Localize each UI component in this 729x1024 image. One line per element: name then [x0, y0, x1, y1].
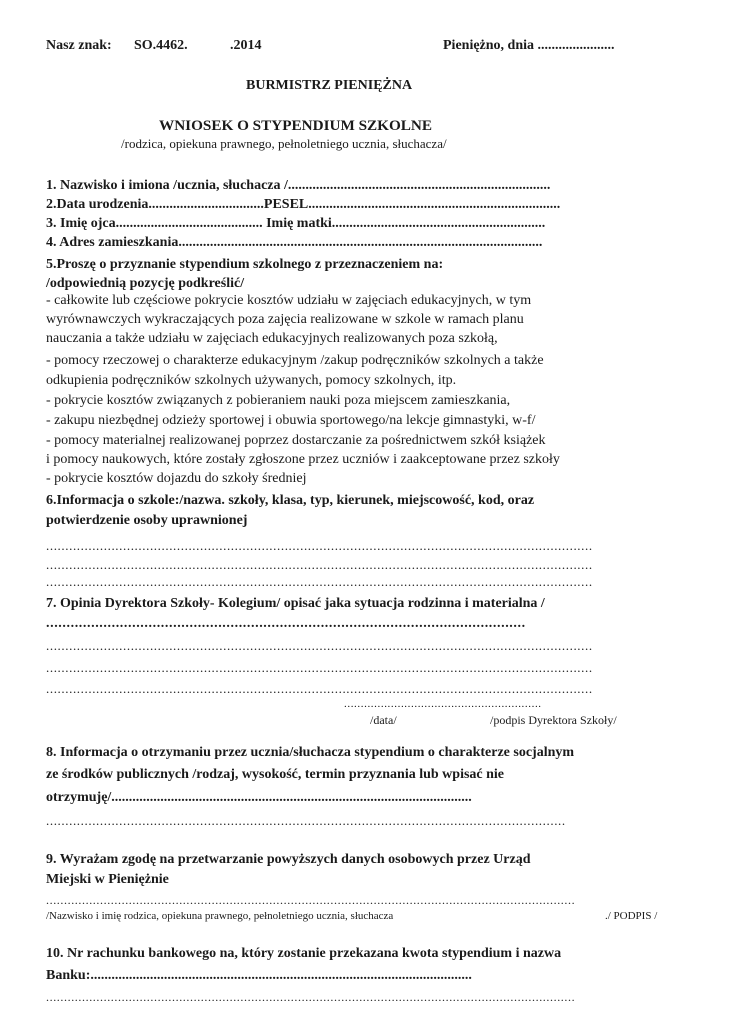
section6-heading-cont: potwierdzenie osoby uprawnionej [46, 513, 248, 528]
section8-dotted-line: ....................................................................................................................................... [46, 813, 566, 828]
reference-label: Nasz znak: [46, 38, 112, 53]
section5-line: - pomocy materialnej realizowanej poprzez dostarczanie za pośrednictwem szkół książek [46, 433, 546, 448]
addressee: BURMISTRZ PIENIĘŻNA [246, 78, 413, 93]
field-parents: 3. Imię ojca.......................................... Imię matki............................................................. [46, 216, 546, 231]
section7-date-label: /data/ [370, 713, 397, 727]
section6-dotted-line: .............................................................................................................................................. [46, 557, 593, 572]
field-name: 1. Nazwisko i imiona /ucznia, słuchacza /........................................................................... [46, 178, 551, 193]
field-birth-pesel: 2.Data urodzenia.................................PESEL........................................................................ [46, 197, 561, 212]
section7-heading: 7. Opinia Dyrektora Szkoły- Kolegium/ opisać jaka sytuacja rodzinna i materialna / [46, 596, 545, 611]
section10-dotted-line: ................................................................................................................................................... [46, 990, 576, 1004]
section7-dotted-line: .............................................................................................................................................. [46, 638, 593, 653]
section5-line: - pokrycie kosztów związanych z pobieraniem nauki poza miejscem zamieszkania, [46, 393, 511, 408]
section5-instruction: /odpowiednią pozycję podkreślić/ [46, 276, 245, 291]
section5-line: i pomocy naukowych, które zostały zgłoszone przez uczniów i zaakceptowane przez szkoły [46, 452, 560, 467]
section5-line: wyrównawczych wykraczających poza zajęcia realizowane w szkole w ramach planu [46, 312, 524, 327]
section9-caption: /Nazwisko i imię rodzica, opiekuna prawnego, pełnoletniego ucznia, słuchacza [46, 910, 394, 922]
section8-line: otrzymuję/....................................................................................................... [46, 790, 472, 805]
reference-year: .2014 [230, 38, 262, 53]
section8-line: ze środków publicznych /rodzaj, wysokość, termin przyznania lub wpisać nie [46, 767, 505, 782]
section5-line: - całkowite lub częściowe pokrycie kosztów udziału w zajęciach edukacyjnych, w tym [46, 293, 532, 308]
section9-signature-caption: ./ PODPIS / [605, 910, 658, 922]
place-date: Pieniężno, dnia ...................... [443, 38, 615, 53]
reference-number: SO.4462. [134, 38, 188, 53]
section9-line: Miejski w Pieniężnie [46, 872, 169, 887]
section6-dotted-line: .............................................................................................................................................. [46, 538, 593, 553]
section9-line: 9. Wyrażam zgodę na przetwarzanie powyższych danych osobowych przez Urząd [46, 852, 531, 867]
section5-line: - pokrycie kosztów dojazdu do szkoły średniej [46, 471, 307, 486]
section8-line: 8. Informacja o otrzymaniu przez ucznia/słuchacza stypendium o charakterze socjalnym [46, 745, 575, 760]
section7-dotted-line: ..................................................................................................................... [46, 616, 526, 631]
section7-signature-line: ........................................................... [344, 698, 542, 710]
field-address: 4. Adres zamieszkania........................................................................................................ [46, 235, 543, 250]
section7-signature-label: /podpis Dyrektora Szkoły/ [490, 713, 617, 727]
section5-line: odkupienia podręczników szkolnych używanych, pomocy szkolnych, itp. [46, 373, 457, 388]
section9-dotted-line: ................................................................................................................................................... [46, 893, 576, 907]
section6-dotted-line: .............................................................................................................................................. [46, 574, 593, 589]
section10-line: Banku:............................................................................................................. [46, 968, 472, 983]
document-title: WNIOSEK O STYPENDIUM SZKOLNE [159, 117, 433, 134]
section7-dotted-line: .............................................................................................................................................. [46, 660, 593, 675]
section5-heading: 5.Proszę o przyznanie stypendium szkolnego z przeznaczeniem na: [46, 257, 444, 272]
document-subtitle: /rodzica, opiekuna prawnego, pełnoletniego ucznia, słuchacza/ [121, 136, 447, 151]
section5-line: - pomocy rzeczowej o charakterze edukacyjnym /zakup podręczników szkolnych a także [46, 353, 544, 368]
section5-line: - zakupu niezbędnej odzieży sportowej i obuwia sportowego/na lekcje gimnastyki, w-f/ [46, 413, 536, 428]
section5-line: nauczania a także udziału w zajęciach edukacyjnych realizowanych poza szkołą, [46, 331, 498, 346]
section6-heading: 6.Informacja o szkole:/nazwa. szkoły, klasa, typ, kierunek, miejscowość, kod, oraz [46, 493, 535, 508]
section10-line: 10. Nr rachunku bankowego na, który zostanie przekazana kwota stypendium i nazwa [46, 946, 562, 961]
section7-dotted-line: .............................................................................................................................................. [46, 681, 593, 696]
